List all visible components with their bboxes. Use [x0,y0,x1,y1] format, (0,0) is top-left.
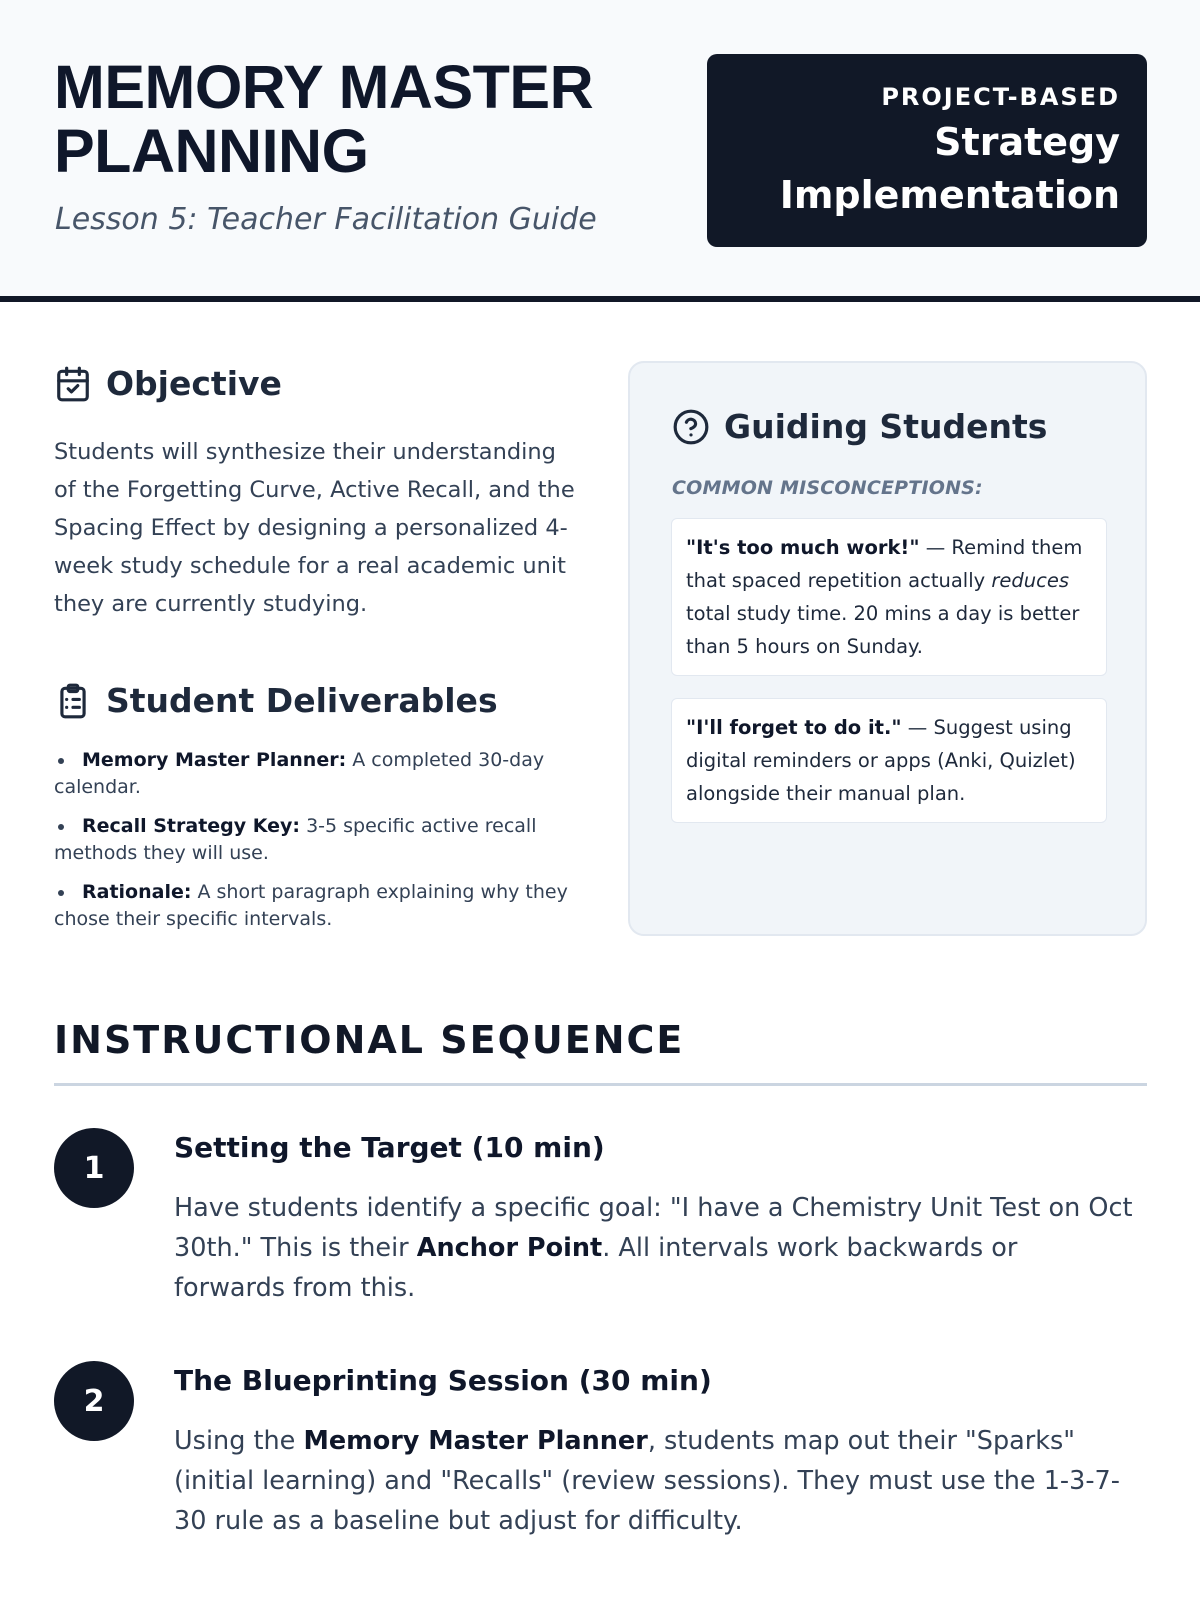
sequence-heading: INSTRUCTIONAL SEQUENCE [54,1018,685,1062]
calendar-check-icon [54,365,92,403]
question-circle-icon [672,408,710,446]
list-item: Memory Master Planner: A completed 30-day calendar. [54,747,574,801]
objective-text: Students will synthesize their understanding of the Forgetting Curve, Active Recall, and the Spacing Effect by designing a personalized 4-week study schedule for a real academic unit they are currently studying. [54,439,575,617]
misconceptions-label: COMMON MISCONCEPTIONS: [672,477,983,499]
deliverables-heading-row [54,681,498,720]
guiding-heading-row [672,407,1047,446]
clipboard-list-icon [54,682,92,720]
objective-heading: Objective [106,364,282,403]
page-title: MEMORY MASTER PLANNING [54,53,594,185]
badge-title: Strategy Implementation [779,120,1120,217]
step-title: Setting the Target (10 min) [174,1131,605,1164]
guiding-students-card [628,361,1147,936]
page-header [0,0,1200,302]
list-item: Rationale: A short paragraph explaining why they chose their specific intervals. [54,879,574,933]
step-description: Have students identify a specific goal: "I have a Chemistry Unit Test on Oct 30th." This is their Anchor Point. All intervals work backwards or forwards from this. [174,1193,1133,1303]
misconception-card: "I'll forget to do it." — Suggest using digital reminders or apps (Anki, Quizlet) alongside their manual plan. [671,698,1107,823]
step-number-badge: 2 [54,1361,134,1441]
step-title: The Blueprinting Session (30 min) [174,1364,712,1397]
list-item: Recall Strategy Key: 3-5 specific active recall methods they will use. [54,813,574,867]
divider [54,1083,1147,1086]
misconception-card: "It's too much work!" — Remind them that spaced repetition actually reduces total study time. 20 mins a day is better than 5 hours on Sunday. [671,518,1107,676]
badge-kicker: PROJECT-BASED [881,83,1120,111]
deliverables-list [54,747,574,945]
deliverables-heading: Student Deliverables [106,681,498,720]
page-subtitle: Lesson 5: Teacher Facilitation Guide [55,202,597,237]
guiding-heading: Guiding Students [724,407,1048,446]
step-number-badge: 1 [54,1128,134,1208]
objective-heading-row [54,364,282,403]
step-description: Using the Memory Master Planner, students map out their "Sparks" (initial learning) and "Recalls" (review sessions). They must use the 1-3-7-30 rule as a baseline but adjust for difficulty. [174,1426,1120,1536]
strategy-badge [707,54,1147,247]
